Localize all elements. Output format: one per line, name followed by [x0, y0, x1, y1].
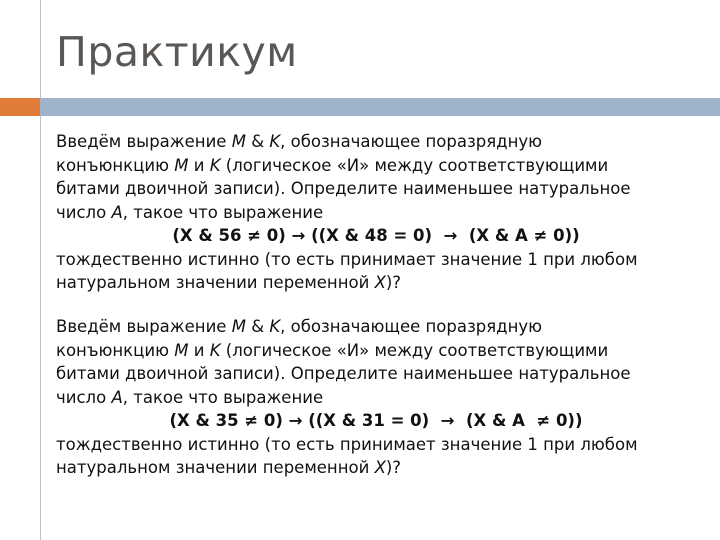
accent-bar-blue	[40, 98, 720, 116]
accent-bar-orange	[0, 98, 40, 116]
slide-frame-line	[40, 0, 41, 540]
problem-1	[56, 130, 696, 295]
text: конъюнкцию	[56, 155, 175, 175]
text: , обозначающее поразрядную	[280, 132, 543, 151]
text: и	[188, 155, 210, 175]
problem-line	[56, 386, 696, 410]
var-m: M	[231, 132, 246, 151]
problem-line	[56, 271, 696, 295]
var-m: M	[174, 340, 189, 360]
slide-title: Практикум	[56, 28, 298, 76]
problem-line	[56, 456, 696, 480]
text: (логическое «И» между соответствующими	[220, 155, 609, 175]
problem-line	[56, 315, 696, 339]
var-k: K	[269, 132, 281, 151]
var-k: K	[209, 340, 221, 360]
problem-line: битами двоичной записи). Определите наименьшее натуральное	[56, 179, 631, 198]
text: , обозначающее поразрядную	[280, 317, 543, 336]
var-a: A	[111, 202, 123, 222]
problem-line: битами двоичной записи). Определите наименьшее натуральное	[56, 364, 631, 383]
var-k: K	[209, 155, 221, 175]
problem-line	[56, 130, 696, 154]
var-m: M	[231, 317, 246, 336]
problem-line	[56, 339, 696, 363]
var-m: M	[174, 155, 189, 175]
text: )?	[385, 273, 402, 292]
text: и	[188, 340, 210, 360]
text: Введём выражение	[56, 132, 232, 151]
problem-line	[56, 154, 696, 178]
text: &	[245, 132, 270, 151]
text: (логическое «И» между соответствующими	[220, 340, 609, 360]
text: , такое что выражение	[122, 387, 324, 407]
text: Введём выражение	[56, 317, 232, 336]
text: натуральном значении переменной	[56, 273, 375, 292]
var-x: X	[374, 458, 386, 477]
text: )?	[385, 458, 402, 477]
text: , такое что выражение	[122, 202, 324, 222]
text: натуральном значении переменной	[56, 458, 375, 477]
problem-line	[56, 201, 696, 225]
problem-2	[56, 315, 696, 480]
problem-line: тождественно истинно (то есть принимает значение 1 при любом	[56, 249, 638, 269]
var-x: X	[374, 273, 386, 292]
text: конъюнкцию	[56, 340, 175, 360]
text: число	[56, 202, 112, 222]
text: число	[56, 387, 112, 407]
formula: (X & 35 ≠ 0) → ((X & 31 = 0) → (X & A ≠ 0))	[169, 411, 583, 430]
problem-line: тождественно истинно (то есть принимает значение 1 при любом	[56, 434, 638, 454]
var-a: A	[111, 387, 123, 407]
var-k: K	[269, 317, 281, 336]
formula: (X & 56 ≠ 0) → ((X & 48 = 0) → (X & A ≠ 0))	[172, 226, 580, 245]
text: &	[245, 317, 270, 336]
